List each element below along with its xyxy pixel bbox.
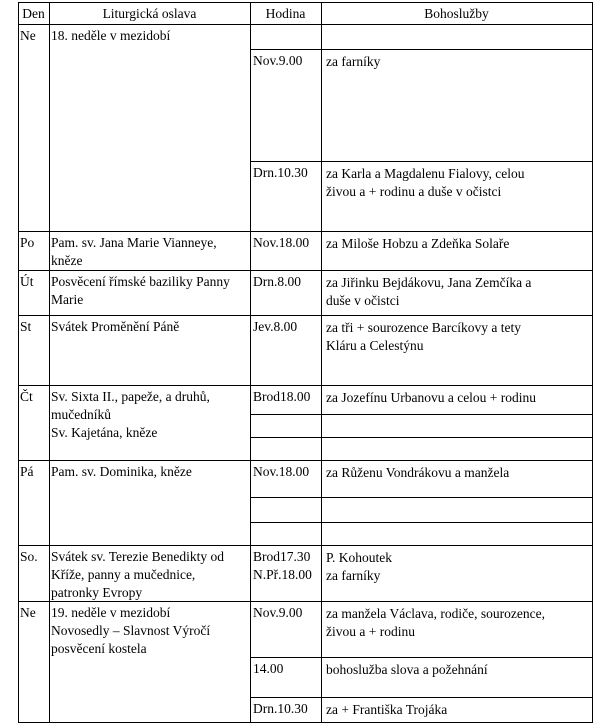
table-rule-horizontal: [250, 497, 593, 498]
table-rule-horizontal: [18, 385, 593, 386]
table-rule-vertical: [592, 2, 593, 723]
celebration-cell: posvěcení kostela: [51, 641, 147, 656]
mass-time-cell: 14.00: [253, 661, 284, 676]
celebration-cell: patronky Evropy: [51, 585, 143, 600]
table-rule-horizontal: [18, 460, 593, 461]
table-rule-horizontal: [18, 24, 593, 25]
celebration-cell: Sv. Kajetána, kněze: [51, 425, 158, 440]
mass-intention-cell: živou a + rodinu: [326, 624, 415, 639]
celebration-cell: kněze: [51, 253, 83, 268]
day-cell: So.: [20, 549, 38, 564]
mass-intention-cell: za farníky: [326, 54, 381, 69]
day-cell: Ne: [20, 28, 36, 43]
day-cell: St: [20, 319, 32, 334]
table-rule-horizontal: [250, 414, 593, 415]
mass-intention-cell: za Jiřinku Bejdákovu, Jana Zemčíka a: [326, 275, 532, 290]
day-cell: Ne: [20, 605, 36, 620]
day-cell: Čt: [20, 389, 33, 404]
day-cell: Pá: [20, 464, 34, 479]
celebration-cell: Svátek Proměnění Páně: [51, 319, 180, 334]
table-rule-horizontal: [250, 161, 593, 162]
mass-intention-cell: bohoslužba slova a požehnání: [326, 662, 488, 677]
table-rule-vertical: [18, 2, 19, 723]
mass-time-cell: Nov.9.00: [253, 53, 303, 68]
table-rule-horizontal: [250, 657, 593, 658]
celebration-cell: 18. neděle v mezidobí: [51, 28, 171, 43]
mass-intention-cell: živou a + rodinu a duše v očistci: [326, 184, 502, 199]
day-cell: Po: [20, 235, 35, 250]
mass-intention-cell: Kláru a Celestýnu: [326, 338, 424, 353]
celebration-cell: Svátek sv. Terezie Benedikty od: [51, 549, 225, 564]
mass-time-cell: N.Př.18.00: [253, 567, 312, 582]
day-cell: Út: [20, 274, 34, 289]
table-rule-vertical: [250, 2, 251, 723]
celebration-cell: Kříže, panny a mučednice,: [51, 567, 196, 582]
table-rule-horizontal: [18, 2, 593, 3]
celebration-cell: mučedníků: [51, 407, 111, 422]
mass-time-cell: Drn.8.00: [253, 274, 301, 289]
celebration-cell: Pam. sv. Jana Marie Vianneye,: [51, 235, 217, 250]
mass-time-cell: Drn.10.30: [253, 701, 308, 716]
mass-time-cell: Nov.9.00: [253, 605, 303, 620]
mass-intention-cell: za farníky: [326, 568, 381, 583]
table-rule-horizontal: [18, 545, 593, 546]
table-rule-horizontal: [250, 49, 593, 50]
celebration-cell: 19. neděle v mezidobí: [51, 605, 171, 620]
mass-intention-cell: za tři + sourozence Barcíkovy a tety: [326, 320, 522, 335]
mass-intention-cell: za Karla a Magdalenu Fialovy, celou: [326, 166, 525, 181]
mass-time-cell: Nov.18.00: [253, 235, 310, 250]
mass-time-cell: Brod18.00: [253, 389, 311, 404]
table-rule-horizontal: [18, 231, 593, 232]
table-rule-vertical: [321, 2, 322, 723]
table-rule-horizontal: [18, 315, 593, 316]
mass-intention-cell: za + Františka Trojáka: [326, 702, 448, 717]
table-rule-horizontal: [18, 270, 593, 271]
mass-intention-cell: za Miloše Hobzu a Zdeňka Solaře: [326, 236, 510, 251]
celebration-cell: Novosedly – Slavnost Výročí: [51, 623, 211, 638]
table-rule-horizontal: [250, 522, 593, 523]
header-celebration: Liturgická oslava: [102, 6, 197, 21]
header-day: Den: [22, 6, 45, 21]
header-services: Bohoslužby: [424, 6, 489, 21]
mass-time-cell: Nov.18.00: [253, 464, 310, 479]
header-time: Hodina: [265, 6, 306, 21]
celebration-cell: Posvěcení římské baziliky Panny: [51, 274, 230, 289]
mass-time-cell: Brod17.30: [253, 549, 311, 564]
celebration-cell: Pam. sv. Dominika, kněze: [51, 464, 192, 479]
mass-intention-cell: P. Kohoutek: [326, 550, 393, 565]
table-rule-horizontal: [250, 437, 593, 438]
table-rule-vertical: [49, 2, 50, 723]
celebration-cell: Sv. Sixta II., papeže, a druhů,: [51, 389, 210, 404]
table-rule-horizontal: [18, 722, 593, 723]
mass-intention-cell: za manžela Václava, rodiče, sourozence,: [326, 606, 545, 621]
mass-intention-cell: za Jozefínu Urbanovu a celou + rodinu: [326, 390, 537, 405]
mass-time-cell: Jev.8.00: [253, 319, 298, 334]
mass-time-cell: Drn.10.30: [253, 165, 308, 180]
mass-intention-cell: duše v očistci: [326, 293, 400, 308]
table-rule-horizontal: [250, 697, 593, 698]
mass-intention-cell: za Růženu Vondrákovu a manžela: [326, 465, 510, 480]
celebration-cell: Marie: [51, 292, 84, 307]
